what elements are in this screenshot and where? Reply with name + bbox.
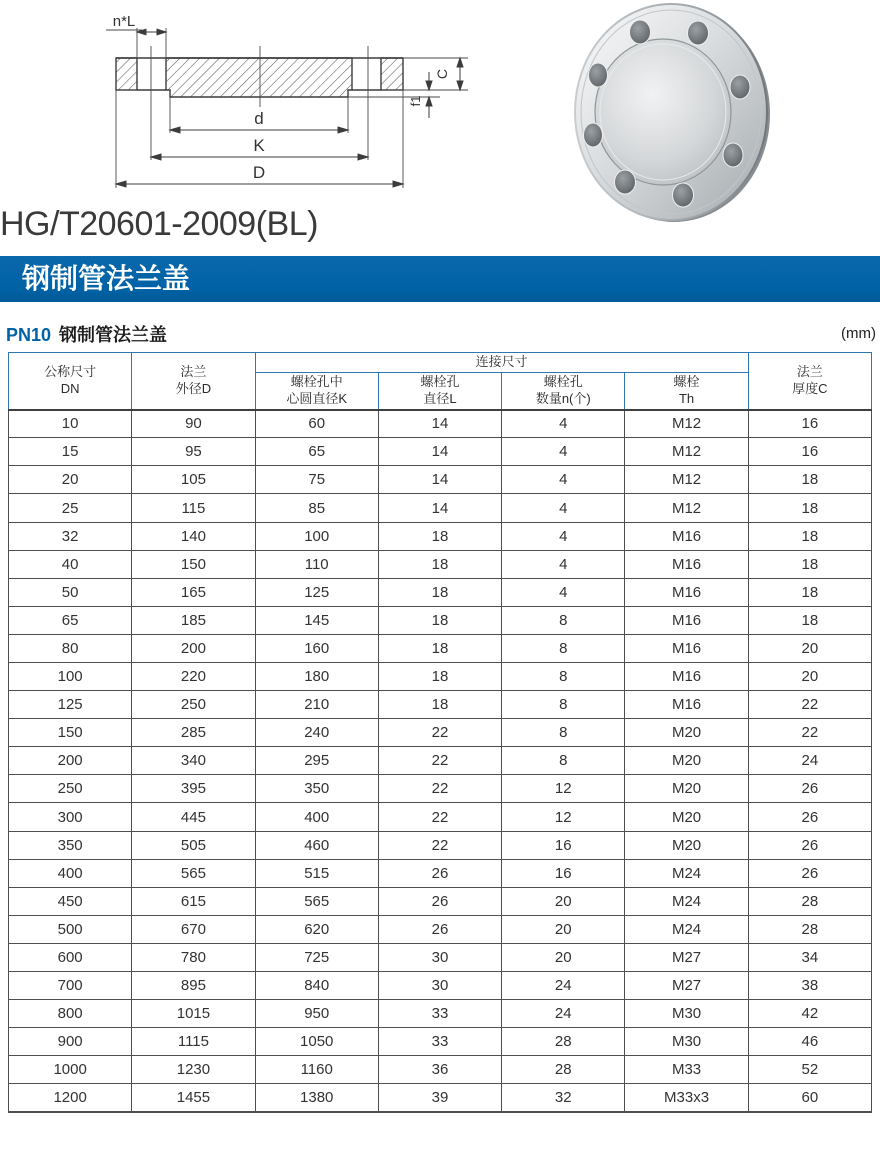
table-cell: 8 [502,663,625,691]
table-cell: M33 [625,1056,748,1084]
table-cell: 65 [9,606,132,634]
table-cell: 125 [9,691,132,719]
table-cell: 12 [502,803,625,831]
table-cell: 22 [378,747,501,775]
table-cell: M16 [625,522,748,550]
table-cell: 18 [748,578,871,606]
table-cell: 1380 [255,1084,378,1112]
table-cell: 36 [378,1056,501,1084]
table-cell: 8 [502,634,625,662]
blind-flange-photo [553,0,798,232]
table-cell: M12 [625,494,748,522]
table-cell: 40 [9,550,132,578]
table-cell: 100 [9,663,132,691]
table-cell: 1455 [132,1084,255,1112]
table-row [9,887,872,915]
table-cell: 110 [255,550,378,578]
table-cell: 780 [132,943,255,971]
col-header-outer-diameter: 法兰 外径D [132,353,255,410]
table-cell: 1200 [9,1084,132,1112]
col-header-dn: 公称尺寸 DN [9,353,132,410]
table-cell: 105 [132,466,255,494]
table-cell: 20 [9,466,132,494]
table-cell: 8 [502,691,625,719]
table-cell: 400 [255,803,378,831]
table-cell: 565 [132,859,255,887]
table-cell: M16 [625,663,748,691]
table-cell: 33 [378,1000,501,1028]
table-cell: 350 [255,775,378,803]
table-cell: 18 [378,522,501,550]
table-cell: 22 [378,831,501,859]
table-cell: 39 [378,1084,501,1112]
table-cell: 670 [132,915,255,943]
table-cell: M27 [625,972,748,1000]
table-cell: 4 [502,494,625,522]
table-cell: 18 [748,494,871,522]
unit-label: (mm) [841,325,876,342]
table-cell: M16 [625,691,748,719]
table-cell: M24 [625,859,748,887]
col-header-bolt-count: 螺栓孔 数量n(个) [502,372,625,409]
dimension-lines [116,29,463,187]
table-cell: 840 [255,972,378,1000]
table-row [9,943,872,971]
table-cell: M12 [625,410,748,438]
table-cell: 10 [9,410,132,438]
table-cell: 28 [748,915,871,943]
col-header-bolt-circle: 螺栓孔中 心圆直径K [255,372,378,409]
table-cell: 200 [132,634,255,662]
table-cell: 24 [502,972,625,1000]
table-cell: 14 [378,466,501,494]
table-cell: 445 [132,803,255,831]
subtitle-text: 钢制管法兰盖 [59,325,168,345]
table-cell: 26 [748,859,871,887]
table-row [9,747,872,775]
table-cell: 25 [9,494,132,522]
flange-section-drawing [0,0,480,205]
table-row [9,606,872,634]
table-cell: M16 [625,634,748,662]
table-row [9,831,872,859]
table-row [9,691,872,719]
col-header-bolt-hole-diameter: 螺栓孔 直径L [378,372,501,409]
table-cell: 12 [502,775,625,803]
table-cell: 14 [378,410,501,438]
table-cell: 20 [502,915,625,943]
table-cell: 18 [748,550,871,578]
table-cell: 18 [378,634,501,662]
table-cell: 395 [132,775,255,803]
table-cell: 300 [9,803,132,831]
spec-table-header [9,353,872,410]
table-cell: 285 [132,719,255,747]
table-cell: 34 [748,943,871,971]
table-row [9,803,872,831]
table-cell: M12 [625,438,748,466]
table-cell: 1000 [9,1056,132,1084]
table-cell: 505 [132,831,255,859]
table-row [9,972,872,1000]
table-cell: 50 [9,578,132,606]
table-cell: M20 [625,831,748,859]
table-cell: 80 [9,634,132,662]
table-cell: 32 [502,1084,625,1112]
table-cell: 18 [378,691,501,719]
table-cell: M20 [625,803,748,831]
table-row [9,410,872,438]
table-cell: 26 [748,775,871,803]
table-cell: 4 [502,438,625,466]
table-cell: 450 [9,887,132,915]
table-cell: 14 [378,438,501,466]
pressure-rating: PN10 [6,325,52,345]
table-cell: 1160 [255,1056,378,1084]
table-row [9,775,872,803]
table-cell: 38 [748,972,871,1000]
table-cell: 18 [748,606,871,634]
table-cell: 20 [502,943,625,971]
table-cell: 90 [132,410,255,438]
table-cell: 30 [378,972,501,1000]
table-row [9,1084,872,1112]
section-banner [0,256,880,302]
table-cell: 185 [132,606,255,634]
table-cell: 800 [9,1000,132,1028]
table-cell: 180 [255,663,378,691]
table-cell: M30 [625,1028,748,1056]
table-cell: 26 [748,831,871,859]
table-cell: 18 [378,663,501,691]
table-row [9,494,872,522]
table-cell: 240 [255,719,378,747]
table-cell: 1015 [132,1000,255,1028]
table-cell: 4 [502,522,625,550]
table-cell: 32 [9,522,132,550]
flange-photo-graphic [575,4,770,222]
table-cell: 95 [132,438,255,466]
table-cell: 18 [748,522,871,550]
table-cell: 22 [748,691,871,719]
table-cell: 4 [502,466,625,494]
dim-label-dd: D [252,163,266,182]
table-cell: 60 [255,410,378,438]
table-cell: 700 [9,972,132,1000]
table-cell: 1050 [255,1028,378,1056]
table-cell: M16 [625,606,748,634]
table-row [9,634,872,662]
table-row [9,859,872,887]
table-cell: 22 [748,719,871,747]
table-cell: 250 [9,775,132,803]
table-cell: 18 [748,466,871,494]
table-cell: M33x3 [625,1084,748,1112]
table-cell: 14 [378,494,501,522]
table-cell: 220 [132,663,255,691]
table-cell: 620 [255,915,378,943]
col-header-thickness: 法兰 厚度C [748,353,871,410]
table-cell: 115 [132,494,255,522]
flange-outline [116,58,403,97]
dim-label-c: C [434,68,450,80]
table-cell: M16 [625,578,748,606]
table-cell: 42 [748,1000,871,1028]
table-cell: 60 [748,1084,871,1112]
table-subtitle [6,321,167,345]
table-cell: 615 [132,887,255,915]
table-cell: 250 [132,691,255,719]
table-row [9,438,872,466]
table-cell: 350 [9,831,132,859]
table-cell: M20 [625,747,748,775]
table-cell: 75 [255,466,378,494]
table-cell: 8 [502,719,625,747]
table-cell: 895 [132,972,255,1000]
table-cell: 16 [748,438,871,466]
table-row [9,550,872,578]
table-cell: 26 [378,887,501,915]
table-cell: 26 [748,803,871,831]
table-cell: 16 [502,859,625,887]
table-cell: 500 [9,915,132,943]
col-header-bolt-thread: 螺栓 Th [625,372,748,409]
table-cell: 140 [132,522,255,550]
table-cell: 85 [255,494,378,522]
table-row [9,578,872,606]
table-cell: 900 [9,1028,132,1056]
table-cell: 400 [9,859,132,887]
spec-table-body [9,410,872,1112]
table-row [9,1056,872,1084]
table-cell: 22 [378,803,501,831]
table-cell: 46 [748,1028,871,1056]
table-cell: 100 [255,522,378,550]
table-cell: 600 [9,943,132,971]
table-row [9,466,872,494]
standard-code: HG/T20601-2009(BL) [0,205,318,243]
table-cell: M12 [625,466,748,494]
table-cell: 725 [255,943,378,971]
section-banner-title: 钢制管法兰盖 [22,263,191,294]
table-cell: 4 [502,550,625,578]
table-cell: 950 [255,1000,378,1028]
table-cell: 26 [378,915,501,943]
table-cell: 150 [132,550,255,578]
table-cell: 22 [378,719,501,747]
dim-label-d: d [254,109,264,128]
dim-label-k: K [253,136,265,155]
table-cell: 28 [748,887,871,915]
table-cell: 16 [502,831,625,859]
table-cell: 4 [502,578,625,606]
table-cell: 16 [748,410,871,438]
table-cell: M24 [625,887,748,915]
table-cell: M30 [625,1000,748,1028]
extension-lines [106,28,468,188]
table-cell: 4 [502,410,625,438]
table-row [9,663,872,691]
table-cell: 22 [378,775,501,803]
table-cell: M27 [625,943,748,971]
table-cell: 125 [255,578,378,606]
table-cell: 515 [255,859,378,887]
table-row [9,522,872,550]
table-cell: 33 [378,1028,501,1056]
table-cell: 160 [255,634,378,662]
table-cell: 165 [132,578,255,606]
table-cell: 295 [255,747,378,775]
dim-label-f1: f1 [408,95,423,107]
table-cell: 460 [255,831,378,859]
table-cell: 1115 [132,1028,255,1056]
table-cell: 65 [255,438,378,466]
col-group-connection-dims: 连接尺寸 [255,353,748,373]
table-cell: 340 [132,747,255,775]
table-cell: 20 [502,887,625,915]
table-cell: 26 [378,859,501,887]
dim-label-nl: n*L [112,13,136,30]
table-cell: 24 [748,747,871,775]
table-cell: 20 [748,663,871,691]
table-cell: 52 [748,1056,871,1084]
table-cell: M16 [625,550,748,578]
table-cell: 24 [502,1000,625,1028]
table-cell: 28 [502,1056,625,1084]
table-row [9,1000,872,1028]
table-cell: 15 [9,438,132,466]
table-cell: 18 [378,606,501,634]
table-cell: 1230 [132,1056,255,1084]
table-cell: 18 [378,550,501,578]
table-cell: 150 [9,719,132,747]
table-cell: M24 [625,915,748,943]
table-cell: 8 [502,747,625,775]
table-cell: 145 [255,606,378,634]
table-cell: M20 [625,775,748,803]
table-cell: 20 [748,634,871,662]
table-cell: 200 [9,747,132,775]
table-cell: M20 [625,719,748,747]
table-row [9,915,872,943]
table-row [9,1028,872,1056]
table-row [9,719,872,747]
table-cell: 565 [255,887,378,915]
table-cell: 30 [378,943,501,971]
spec-table [8,352,872,1113]
table-cell: 8 [502,606,625,634]
table-cell: 18 [378,578,501,606]
table-cell: 210 [255,691,378,719]
table-cell: 28 [502,1028,625,1056]
